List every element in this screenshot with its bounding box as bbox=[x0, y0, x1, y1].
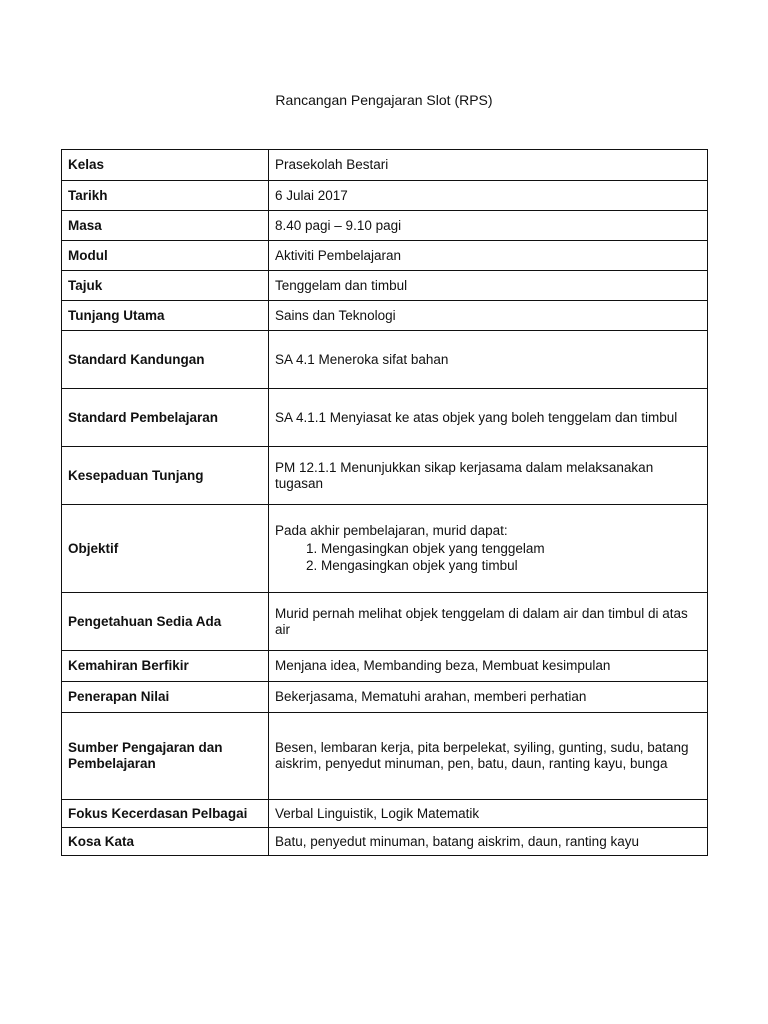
row-label-kelas: Kelas bbox=[62, 150, 269, 181]
row-value-standard-kandungan: SA 4.1 Meneroka sifat bahan bbox=[269, 331, 708, 389]
table-row bbox=[62, 301, 708, 331]
row-value-tajuk: Tenggelam dan timbul bbox=[269, 271, 708, 301]
row-label-standard-pembelajaran: Standard Pembelajaran bbox=[62, 389, 269, 447]
list-item: 1. Mengasingkan objek yang tenggelam bbox=[321, 540, 701, 557]
table-row bbox=[62, 271, 708, 301]
table-row bbox=[62, 331, 708, 389]
row-value-penerapan-nilai: Bekerjasama, Mematuhi arahan, memberi perhatian bbox=[269, 682, 708, 713]
row-label-modul: Modul bbox=[62, 241, 269, 271]
row-value-standard-pembelajaran: SA 4.1.1 Menyiasat ke atas objek yang boleh tenggelam dan timbul bbox=[269, 389, 708, 447]
row-label-fokus-kecerdasan: Fokus Kecerdasan Pelbagai bbox=[62, 800, 269, 828]
row-label-sumber-pengajaran: Sumber Pengajaran dan Pembelajaran bbox=[62, 713, 269, 800]
row-label-kosa-kata: Kosa Kata bbox=[62, 828, 269, 856]
table-row bbox=[62, 682, 708, 713]
objektif-intro: Pada akhir pembelajaran, murid dapat: bbox=[275, 523, 508, 538]
table-row bbox=[62, 211, 708, 241]
row-label-tunjang-utama: Tunjang Utama bbox=[62, 301, 269, 331]
row-label-kemahiran-berfikir: Kemahiran Berfikir bbox=[62, 651, 269, 682]
table-row bbox=[62, 828, 708, 856]
row-value-kelas: Prasekolah Bestari bbox=[269, 150, 708, 181]
table-row bbox=[62, 447, 708, 505]
table-row bbox=[62, 800, 708, 828]
table-row bbox=[62, 181, 708, 211]
row-label-objektif: Objektif bbox=[62, 505, 269, 593]
objektif-list bbox=[275, 540, 701, 574]
table-row bbox=[62, 505, 708, 593]
row-value-pengetahuan-sedia-ada: Murid pernah melihat objek tenggelam di dalam air dan timbul di atas air bbox=[269, 593, 708, 651]
row-value-tarikh: 6 Julai 2017 bbox=[269, 181, 708, 211]
list-item: 2. Mengasingkan objek yang timbul bbox=[321, 557, 701, 574]
row-label-tajuk: Tajuk bbox=[62, 271, 269, 301]
row-label-penerapan-nilai: Penerapan Nilai bbox=[62, 682, 269, 713]
table-row bbox=[62, 593, 708, 651]
table-row bbox=[62, 389, 708, 447]
row-value-masa: 8.40 pagi – 9.10 pagi bbox=[269, 211, 708, 241]
row-value-modul: Aktiviti Pembelajaran bbox=[269, 241, 708, 271]
page-title: Rancangan Pengajaran Slot (RPS) bbox=[275, 92, 493, 108]
lesson-plan-table bbox=[61, 149, 708, 856]
table-row bbox=[62, 651, 708, 682]
row-value-tunjang-utama: Sains dan Teknologi bbox=[269, 301, 708, 331]
row-label-tarikh: Tarikh bbox=[62, 181, 269, 211]
row-label-kesepaduan-tunjang: Kesepaduan Tunjang bbox=[62, 447, 269, 505]
row-value-kemahiran-berfikir: Menjana idea, Membanding beza, Membuat kesimpulan bbox=[269, 651, 708, 682]
row-value-kosa-kata: Batu, penyedut minuman, batang aiskrim, daun, ranting kayu bbox=[269, 828, 708, 856]
row-label-masa: Masa bbox=[62, 211, 269, 241]
row-label-pengetahuan-sedia-ada: Pengetahuan Sedia Ada bbox=[62, 593, 269, 651]
row-value-fokus-kecerdasan: Verbal Linguistik, Logik Matematik bbox=[269, 800, 708, 828]
table-row bbox=[62, 150, 708, 181]
row-value-kesepaduan-tunjang: PM 12.1.1 Menunjukkan sikap kerjasama dalam melaksanakan tugasan bbox=[269, 447, 708, 505]
row-label-standard-kandungan: Standard Kandungan bbox=[62, 331, 269, 389]
row-value-objektif bbox=[269, 505, 708, 593]
table-row bbox=[62, 241, 708, 271]
row-value-sumber-pengajaran: Besen, lembaran kerja, pita berpelekat, syiling, gunting, sudu, batang aiskrim, penyedut minuman, pen, batu, daun, ranting kayu, bunga bbox=[269, 713, 708, 800]
table-row bbox=[62, 713, 708, 800]
